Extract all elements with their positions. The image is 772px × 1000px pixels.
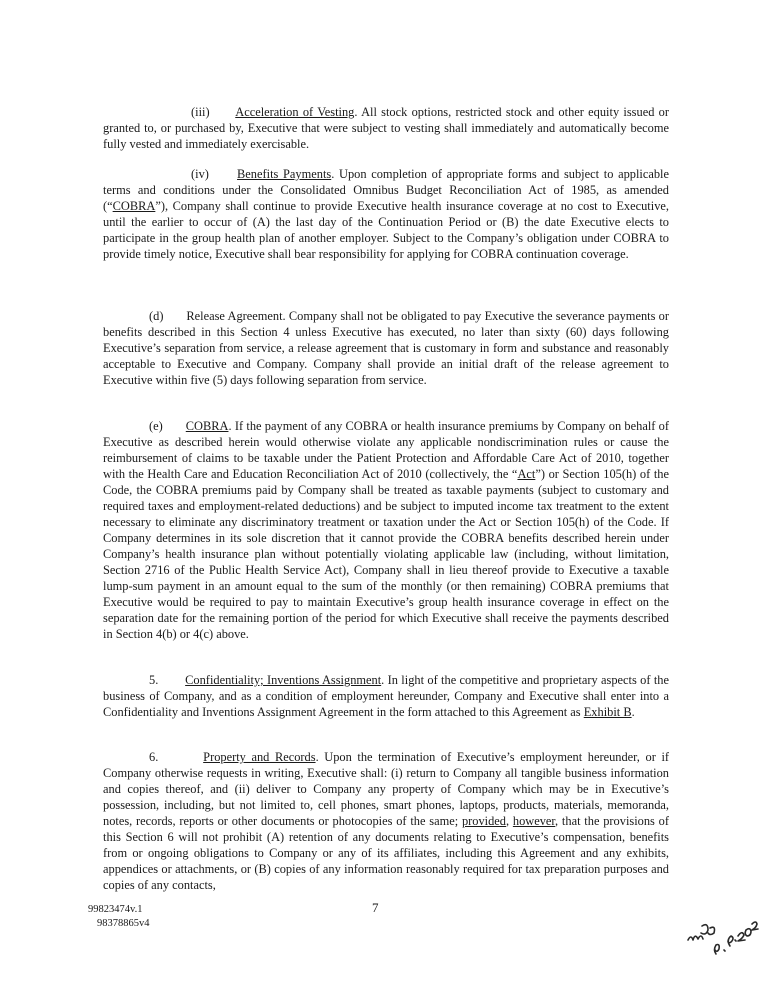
section-6-text-a: . Upon the termination of Executive’s employment hereunder, or if Company otherwise requests in writing, Executive shall: (i) return to Company all tangible business information and copies thereof, and (ii) deliver to Company any property of Company which may be in Executive’s possession, including, but not limited to, cell phones, smart phones, laptops, products, materials, memoranda, notes, records, reports or other documents or photocopies of the same; <box>103 750 670 828</box>
section-5-exhibit: Exhibit B <box>583 705 632 719</box>
section-iii-heading: Acceleration of Vesting <box>235 105 355 119</box>
section-iv <box>103 166 669 262</box>
section-iv-term: COBRA <box>112 199 156 213</box>
section-iii-number: (iii) <box>191 105 210 119</box>
section-iii <box>103 104 669 152</box>
section-d-number: (d) <box>149 309 164 323</box>
section-6-heading: Property and Records <box>203 750 316 764</box>
section-e-heading: COBRA <box>185 419 229 433</box>
section-6 <box>103 749 669 893</box>
section-iv-text-a: . Upon completion of appropriate forms and subject to applicable terms and conditions under the Consolidated Omnibus Budget Reconciliation Act of 1985, as amended (“ <box>103 167 669 213</box>
section-6-provided: provided <box>461 814 506 828</box>
section-iv-heading: Benefits Payments <box>237 167 332 181</box>
section-iii-text: . All stock options, restricted stock and other equity issued or granted to, or purchased by, Executive that were subject to vesting shall immediately and automatically become fully vested and immediately exercisable. <box>103 105 669 151</box>
section-iv-number: (iv) <box>191 167 209 181</box>
section-e-text-a: . If the payment of any COBRA or health insurance premiums by Company on behalf of Executive as described herein would otherwise violate any applicable nondiscrimination rules or cause the reimbursement of claims to be taxable under the Patient Protection and Affordable Care Act of 2010, together with the Health Care and Education Reconciliation Act of 2010 (collectively, the “ <box>103 419 669 481</box>
section-6-number: 6. <box>149 750 159 764</box>
section-5-text-a: . In light of the competitive and proprietary aspects of the business of Company, and as a condition of employment hereunder, Company and Executive shall enter into a Confidentiality and Inventions Assignment Agreement in the form attached to this Agreement as <box>103 673 669 719</box>
section-5-heading: Confidentiality; Inventions Assignment <box>185 673 382 687</box>
handwritten-initials-date-signature <box>680 910 760 970</box>
section-5-number: 5. <box>149 673 159 687</box>
section-6-text-b: , that the provisions of this Section 6 will not prohibit (A) retention of any documents relating to Executive’s compensation, benefits from or ongoing obligations to Company or any of its affiliates, including this Agreement and any exhibits, appendices or attachments, or (B) copies of any information reasonably required for tax preparation purposes and copies of any contacts, <box>103 814 669 892</box>
section-5-text-b: . <box>631 705 635 719</box>
section-iv-text-b: ”), Company shall continue to provide Executive health insurance coverage at no cost to Executive, until the earlier to occur of (A) the last day of the Continuation Period or (B) the date Executive elects to participate in the group health plan of another employer. Subject to the Company’s obligation under COBRA to provide timely notice, Executive shall bear responsibility for applying for COBRA continuation coverage. <box>103 199 669 261</box>
section-e <box>103 418 669 642</box>
section-5 <box>103 672 669 720</box>
footer-doc-id-1: 99823474v.1 <box>88 904 143 915</box>
section-6-however: however <box>512 814 556 828</box>
section-6-comma: , <box>505 814 513 828</box>
footer-doc-id-2: 98378865v4 <box>97 918 150 929</box>
page-number: 7 <box>372 900 379 915</box>
section-e-number: (e) <box>149 419 163 433</box>
section-e-text-b: ”) or Section 105(h) of the Code, the COBRA premiums paid by Company shall be treated as taxable payments (subject to customary and required taxes and employment-related deductions) and be subject to imputed income tax treatment to the extent necessary to eliminate any discriminatory treatment or taxation under the Act or Section 105(h) of the Code. If Company determines in its sole discretion that it cannot provide the COBRA benefits described herein under Company’s health insurance plan without potentially violating applicable law (including, without limitation, Section 2716 of the Public Health Service Act), Company shall in lieu thereof provide to Executive a taxable lump-sum payment in an amount equal to the sum of the monthly (or then remaining) COBRA premiums that Executive would be required to pay to maintain Executive’s group health insurance coverage in effect on the separation date for the remaining portion of the period for which Executive shall receive the payments described in Section 4(b) or 4(c) above. <box>103 467 669 641</box>
section-d <box>103 308 669 388</box>
section-e-term: Act <box>517 467 536 481</box>
section-d-text: Release Agreement. Company shall not be obligated to pay Executive the severance payments or benefits described in this Section 4 unless Executive has executed, no later than sixty (60) days following Executive’s separation from service, a release agreement that is customary in form and substance and reasonably acceptable to Executive and Company. Company shall provide an initial draft of the release agreement to Executive within five (5) days following separation from service. <box>103 309 669 387</box>
